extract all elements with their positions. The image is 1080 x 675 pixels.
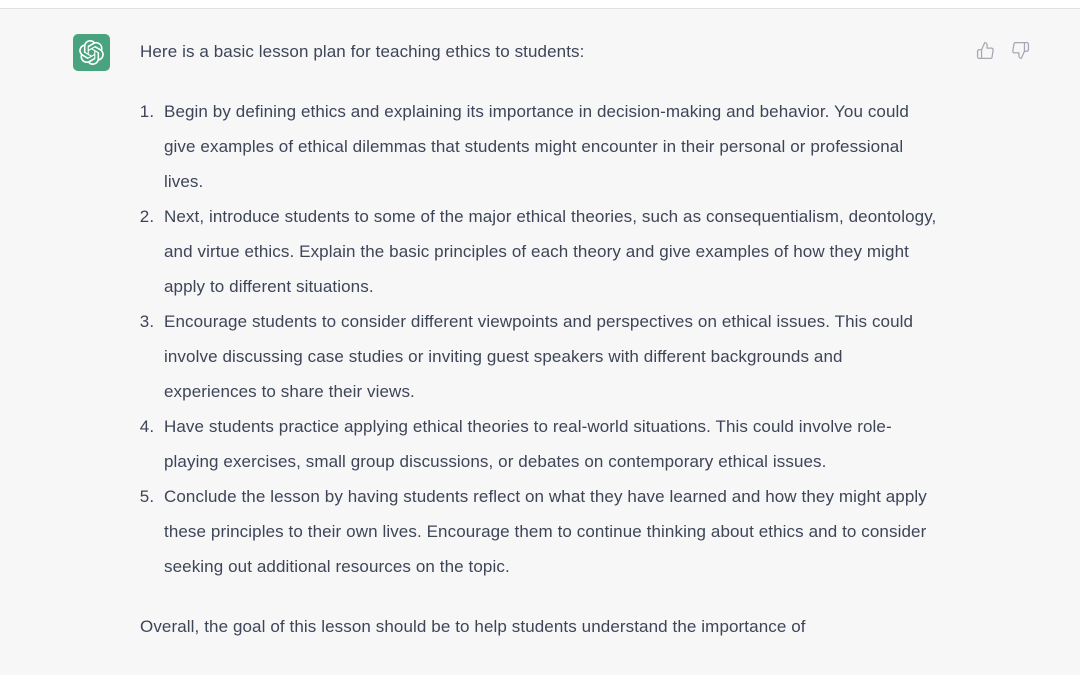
thumbs-down-icon <box>1011 48 1030 63</box>
message-closing: Overall, the goal of this lesson should be to help students understand the importance of <box>140 617 806 636</box>
message-intro: Here is a basic lesson plan for teaching ethics to students: <box>140 42 585 61</box>
list-item: 3. Encourage students to consider different viewpoints and perspectives on ethical issues. This could involve discussing case studies or inviting guest speakers with different backgrounds and experiences to share their views. <box>159 304 940 409</box>
lesson-plan-list <box>140 94 940 584</box>
list-item: 1. Begin by defining ethics and explaining its importance in decision-making and behavior. You could give examples of ethical dilemmas that students might encounter in their personal or professional lives. <box>159 94 940 199</box>
thumbs-down-button[interactable] <box>1011 41 1030 60</box>
previous-message-edge <box>0 0 1080 9</box>
list-item: 4. Have students practice applying ethical theories to real-world situations. This could involve role-playing exercises, small group discussions, or debates on contemporary ethical issues. <box>159 409 940 479</box>
openai-logo-icon <box>79 40 104 65</box>
list-item: 2. Next, introduce students to some of the major ethical theories, such as consequentialism, deontology, and virtue ethics. Explain the basic principles of each theory and give examples of how they might apply to different situations. <box>159 199 940 304</box>
message-content <box>140 34 940 644</box>
message-feedback-actions <box>976 34 1030 60</box>
thumbs-up-button[interactable] <box>976 41 995 60</box>
list-item: 5. Conclude the lesson by having students reflect on what they have learned and how they might apply these principles to their own lives. Encourage them to continue thinking about ethics and to consider seeking out additional resources on the topic. <box>159 479 940 584</box>
thumbs-up-icon <box>976 48 995 63</box>
assistant-avatar <box>73 34 110 71</box>
assistant-message <box>0 9 1080 674</box>
